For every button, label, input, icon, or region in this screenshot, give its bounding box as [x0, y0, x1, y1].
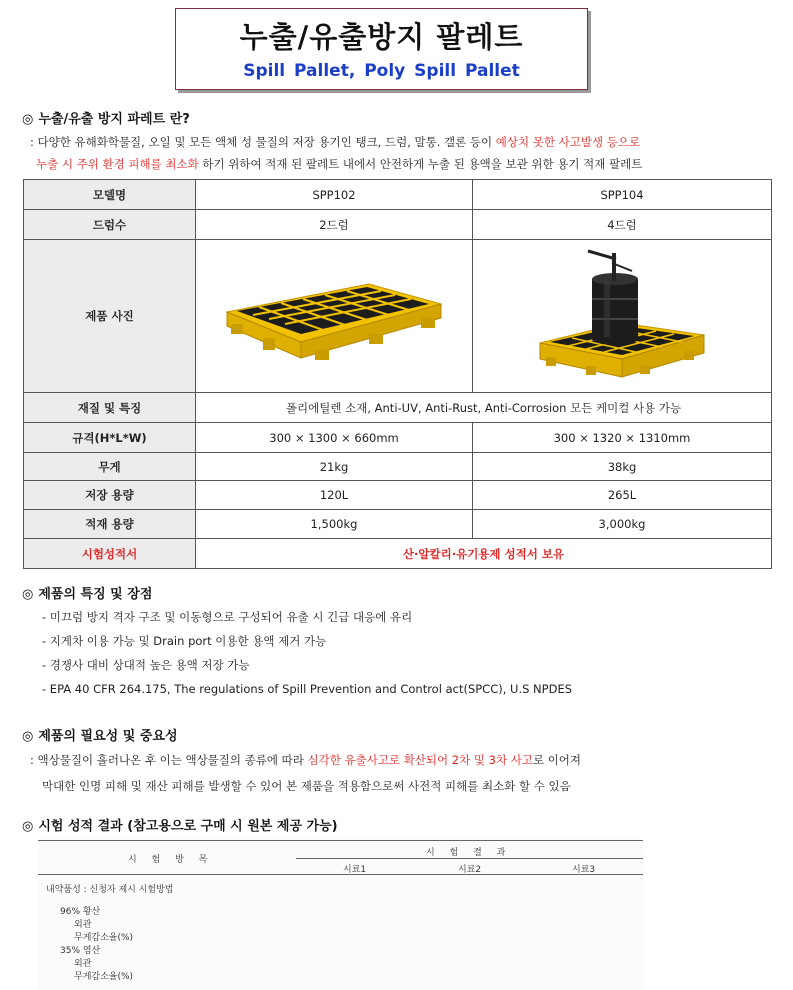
definition-line-1: : 다양한 유해화학물질, 오일 및 모든 액체 성 물질의 저장 용기인 탱크, 드럼, 말통. 갤론 등이 예상치 못한 사고발생 등으로	[30, 135, 641, 149]
cell-drums-2: 4드럼	[473, 210, 772, 240]
scan-row-b: 35% 염산	[60, 946, 101, 956]
cell-model-1: SPP102	[196, 180, 473, 210]
importance-line-1: : 액상물질이 흘러나온 후 이는 액상물질의 종류에 따라 심각한 유출사고로 확산되어 2차 및 3차 사고로 이어져	[30, 753, 582, 767]
page-subtitle: Spill Pallet, Poly Spill Pallet	[243, 61, 520, 81]
feature-item: - 미끄럼 방지 격자 구조 및 이동형으로 구성되어 유출 시 긴급 대응에 유리	[42, 610, 413, 624]
definition-line-2: 누출 시 주위 환경 피해를 최소화 하기 위하여 적재 된 팔레트 내에서 안전하게 누출 된 용액을 보관 위한 용기 적재 팔레트	[36, 157, 643, 171]
section-heading-test-results: ◎ 시험 성적 결과 (참고용으로 구매 시 원본 제공 가능)	[22, 819, 338, 834]
page-title: 누출/유출방지 팔레트	[239, 20, 524, 54]
scan-row-intro: 내약품성 : 신청자 제시 시험방법	[46, 885, 174, 895]
cell-storage-1: 120L	[196, 481, 473, 510]
table-row	[24, 453, 772, 481]
circle-dot-icon: ◎	[22, 587, 34, 602]
cell-storage-2: 265L	[473, 481, 772, 510]
row-label-drums: 드럼수	[24, 210, 196, 240]
row-label-size: 규격(H*L*W)	[24, 423, 196, 453]
scan-sample-1: 시료1	[343, 865, 367, 875]
row-label-load: 적재 용량	[24, 510, 196, 539]
scan-col-method: 시 험 방 목	[128, 855, 214, 865]
cell-model-2: SPP104	[473, 180, 772, 210]
section-heading-features: ◎ 제품의 특징 및 장점	[22, 587, 153, 602]
scan-col-result: 시 험 결 과	[426, 848, 512, 858]
scan-row-a1: 외관	[74, 920, 92, 930]
table-row	[24, 539, 772, 569]
cell-size-1: 300 × 1300 × 660mm	[196, 423, 473, 453]
test-report-scan	[38, 838, 643, 990]
table-row	[24, 510, 772, 539]
section-heading-definition: ◎ 누출/유출 방지 파레트 란?	[22, 112, 190, 127]
product-photo-spp102	[196, 240, 473, 393]
cell-weight-1: 21kg	[196, 453, 473, 481]
scan-row-b1: 외관	[74, 959, 92, 969]
cell-weight-2: 38kg	[473, 453, 772, 481]
row-label-model: 모델명	[24, 180, 196, 210]
feature-item: - 지게차 이용 가능 및 Drain port 이용한 용액 제거 가능	[42, 634, 327, 648]
row-label-storage: 저장 용량	[24, 481, 196, 510]
circle-dot-icon: ◎	[22, 819, 34, 834]
feature-item: - EPA 40 CFR 264.175, The regulations of Spill Prevention and Control act(SPCC), U.S NPDES	[42, 682, 573, 696]
table-row	[24, 180, 772, 210]
section-heading-importance: ◎ 제품의 필요성 및 중요성	[22, 729, 178, 744]
row-label-test-report: 시험성적서	[24, 539, 196, 569]
cell-size-2: 300 × 1320 × 1310mm	[473, 423, 772, 453]
table-row	[24, 240, 772, 393]
feature-item: - 경쟁사 대비 상대적 높은 용액 저장 가능	[42, 658, 250, 672]
spec-table	[23, 179, 772, 569]
scan-sample-2: 시료2	[458, 865, 482, 875]
row-label-photo: 제품 사진	[24, 240, 196, 393]
cell-material: 폴리에틸렌 소재, Anti-UV, Anti-Rust, Anti-Corrosion 모든 케미컬 사용 가능	[196, 393, 772, 423]
scan-row-a: 96% 황산	[60, 907, 101, 917]
importance-line-2: 막대한 인명 피해 및 재산 피해를 발생할 수 있어 본 제품을 적용함으로써 사전적 피해를 최소화 할 수 있음	[42, 779, 571, 793]
row-label-weight: 무게	[24, 453, 196, 481]
product-photo-spp104	[473, 240, 772, 393]
circle-dot-icon: ◎	[22, 112, 34, 127]
scan-row-a2: 무게감소율(%)	[74, 933, 134, 943]
table-row	[24, 481, 772, 510]
cell-drums-1: 2드럼	[196, 210, 473, 240]
table-row	[24, 210, 772, 240]
table-row	[24, 393, 772, 423]
cell-test-report: 산·알칼리·유기용제 성적서 보유	[196, 539, 772, 569]
table-row	[24, 423, 772, 453]
row-label-material: 재질 및 특징	[24, 393, 196, 423]
cell-load-1: 1,500kg	[196, 510, 473, 539]
scan-row-b2: 무게감소율(%)	[74, 972, 134, 982]
spill-pallet-2drum-image	[219, 260, 449, 370]
title-box	[175, 8, 588, 90]
circle-dot-icon: ◎	[22, 729, 34, 744]
spill-pallet-4drum-image	[532, 245, 712, 385]
cell-load-2: 3,000kg	[473, 510, 772, 539]
scan-sample-3: 시료3	[572, 865, 596, 875]
